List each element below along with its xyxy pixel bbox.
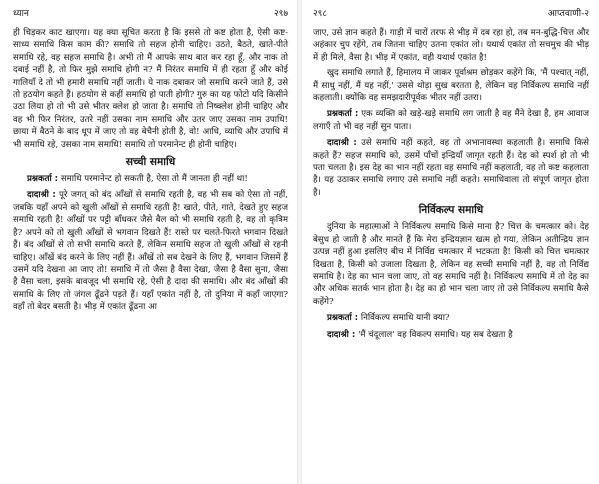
book-gutter — [297, 0, 302, 484]
right-paragraph-3: दुनिया के महात्माओं ने निर्विकल्प समाधि किसे माना है? चित्त के चमत्कार को। देह बेसुध हो जाती है और मानते हैं कि मेरा इन्द्रियज्ञान खत्म हो गया, लेकिन अतीन्द्रिय ज्ञान उत्पन्न नहीं हुआ इसलिए बीच में निर्विद्य चमत्कार में भटकता है! किसी को चित्त चमत्कार दिखता है, किसी को उजाला दिखता है, लेकिन वह सच्ची समाधि नहीं है, वह तो निर्विद्य समाधि है। देह का भान चला जाए, तो वह समाधि नहीं है। निर्विकल्प समाधि में तो देह का और अधिक सतर्क भान होता है। देह का हो भान चला जाए तो उसे निर्विकल्प समाधि कैसे कहेंगे? — [313, 222, 589, 307]
right-question-1 — [313, 108, 589, 133]
right-answer-2 — [313, 329, 589, 341]
question-label: प्रश्नकर्ता : — [327, 313, 359, 324]
left-section-heading: सच्ची समाधि — [125, 156, 176, 169]
right-page-number: २९८ — [313, 9, 328, 19]
right-page-header — [313, 6, 589, 19]
answer-label: दादाश्री : — [327, 329, 356, 340]
left-question-1 — [13, 173, 288, 185]
question-label: प्रश्नकर्ता : — [327, 109, 359, 120]
left-answer-1 — [13, 189, 288, 313]
left-paragraph-1: ही चिड़कर काट खाएगा। यह क्या सूचित करता है कि इससे तो कष्ट होता है, ऐसी कष्ट-साध्य समाधि किस काम की? समाधि तो सहज होनी चाहिए। उठते, बैठते, खाते-पीते समाधि रहे, वह सहज समाधि है। अभी तो मैं आपके साथ बात कर रहा हूँ, और नाक तो दबाई नहीं है, तो फिर मुझे समाधि होगी न? मैं निरंतर समाधि में ही रहता हूँ और कोई गालियाँ दे तो भी हमारी समाधि नहीं जाती। ये नाक दबाकर जो समाधि करने जाते हैं, उसे तो हठयोग कहते हैं। हठयोग से कहीं समाधि हो पाती होगी? गुरु का यह फोटो यदि किसीने उठा लिया हो तो भी उसे भीतर क्लेश हो जाता है। समाधि तो निष्क्लेश होनी चाहिए और वह भी फिर निरंतर, उतरे नहीं उसका नाम समाधि और उतर जाए उसका नाम उपाधि! छाया में बैठने के बाद धूप में जाए तो वह बेचैनी होती है, वो! आधि, व्याधि और उपाधि में भी समाधि रहे, उसका नाम समाधि! समाधि तो परमानेन्ट ही होनी चाहिए। — [13, 28, 288, 150]
right-answer-1 — [313, 137, 589, 199]
question-text: समाधि परमानेन्ट हो सकती है, ऐसा तो मैं जानता ही नहीं था! — [60, 174, 248, 185]
answer-text: पूरे जगत् को बंद आँखों से समाधि रहती है, वह भी सब को ऐसा तो नहीं, जबकि यहाँ अपने को खुली आँखों से समाधि रहती है! खाते, पीते, गाते, देखते हुए सहज समाधि रहती है! आँखों पर पट्टी बाँधकर जैसे बैल को भी समाधि रहती है, वह तो कृत्रिम है? अपने को तो खुली आँखों से भगवान दिखते हैं! रास्ते पर चलते-फिरते भगवान दिखते हैं। बंद आँखों से तो सभी समाधि करते हैं, लेकिन समाधि सहज तो खुली आँखों से रहनी चाहिए। आँखें बंद करने के लिए नहीं हैं। आँखें तो सब देखने के लिए हैं, भगवान जिसमें हैं उसमें यदि देखना आ जाए तो! समाधि में तो जैसा है वैसा देखा, जैसा है वैसा सुना, जैसा है वैसा चला, इसके बावजूद भी समाधि रहे, ऐसी है दादा की समाधि। और बंद आँखों की समाधि के लिए तो जंगल ढूँढने पड़ते हैं। यहाँ एकांत नहीं है, तो दुनिया में कहाँ जाएगा? वहाँ तो बेदर बसती है। भीड़ में एकांत ढूँढना आ — [13, 190, 289, 313]
left-page-header — [13, 6, 288, 19]
answer-text: उसे समाधि नहीं कहते, वह तो अभानावस्था कहलाती है। समाधि किसे कहते हैं? सहज समाधि को, उसमें पाँचों इन्द्रियाँ जागृत रहती हैं। देह को स्पर्श हो तो भी पता चलता है। इस देह का भान नहीं रहता वह समाधि नहीं कहलाती, वह तो कष्ट कहलाता है। यह उठाकर समाधि लगाए उसे समाधि नहीं कहते। समाधिवाला तो संपूर्ण जागृत होता है। — [313, 138, 589, 198]
right-paragraph-2: खुद समाधि लगाते हैं, हिमालय में जाकर पूर्वाश्रम छोड़कर कहेंगे कि, 'मैं पश्चात् नहीं, मैं साधु नहीं, मैं यह नहीं,' उससे थोड़ा सुख बरतता है, लेकिन वह निर्विकल्प समाधि नहीं कहलाती। क्योंकि वह समझदारीपूर्वक भीतर नहीं उतरा। — [313, 68, 589, 104]
question-label: प्रश्नकर्ता : — [27, 174, 59, 185]
answer-label: दादाश्री : — [327, 138, 357, 149]
left-page-number: २९७ — [273, 9, 288, 19]
question-text: एक व्यक्ति को खड़े-खड़े समाधि लग जाती है वह मैंने देखा है, हम आवाज लगाएँ तो भी वह नहीं सुन पाता। — [313, 109, 590, 132]
right-running-title: आप्तवाणी-२ — [547, 9, 589, 19]
answer-label: दादाश्री : — [27, 190, 56, 201]
question-text: निर्विकल्प समाधि यानी क्या? — [360, 313, 450, 324]
right-page — [303, 0, 599, 484]
right-paragraph-1: जाए, उसे ज्ञान कहते हैं। गाड़ी में चारों तरफ से भीड़ में दब रहा हो, तब मन-बुद्धि-चित्त और अहंकार चुप रहेंगे, तब जितना चाहिए उतना एकांत लो। यथार्थ एकांत तो सचमुच की भीड़ में ही मिले, वैसा है। भीड़ में एकांत, वही यथार्थ एकांत है! — [313, 28, 589, 63]
left-page — [0, 0, 296, 484]
left-running-title: ध्यान — [13, 9, 29, 19]
answer-text: 'मैं चंदूलाल' वह विकल्प समाधि। यह सब देखता है — [358, 329, 513, 340]
right-section-heading: निर्विकल्प समाधि — [418, 204, 484, 217]
right-question-2 — [313, 312, 589, 324]
